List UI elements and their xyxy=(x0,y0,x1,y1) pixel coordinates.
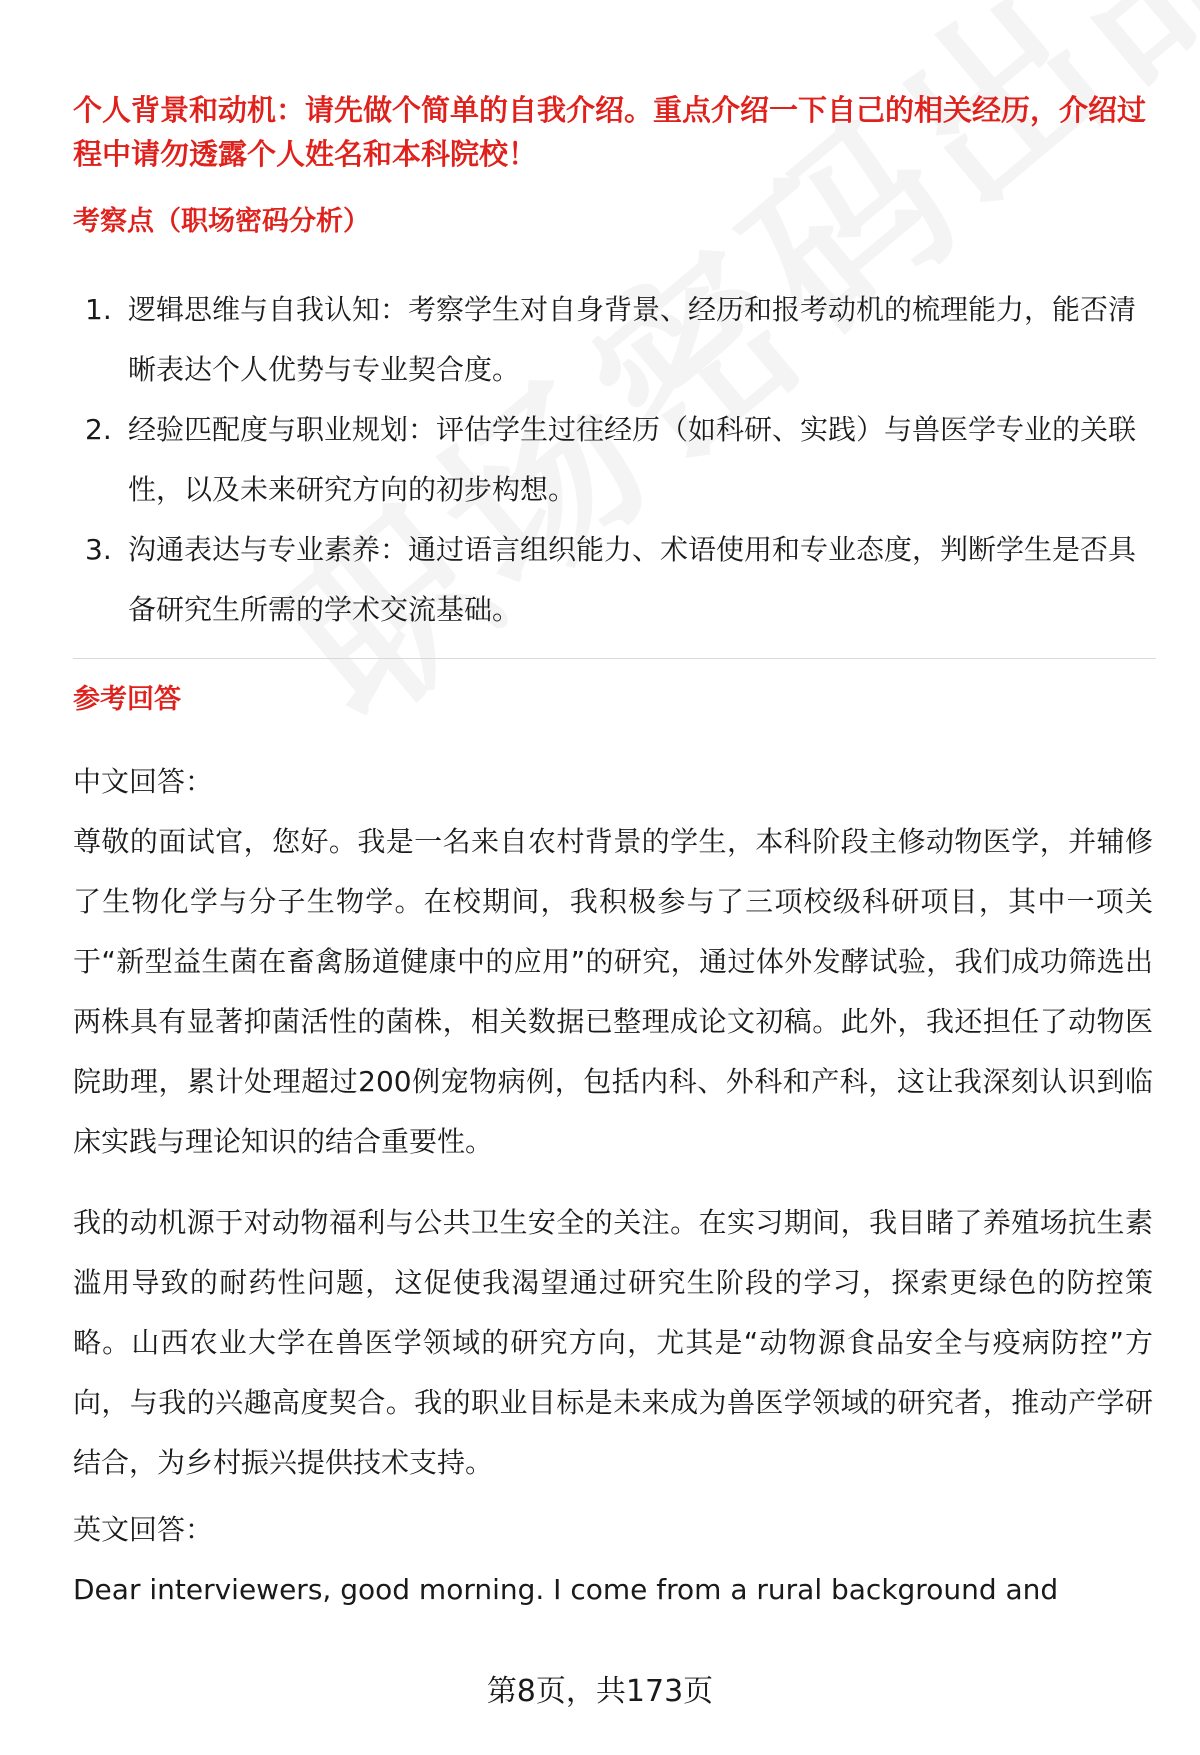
english-answer-text: Dear interviewers, good morning. I come from a rural background and xyxy=(73,1573,1059,1606)
key-point-number: 1. xyxy=(85,293,112,326)
key-point-text: 沟通表达与专业素养：通过语言组织能力、术语使用和专业态度，判断学生是否具备研究生所需的学术交流基础。 xyxy=(128,533,1137,626)
reference-answer-title: 参考回答 xyxy=(73,684,181,715)
key-point-item xyxy=(73,400,1153,520)
english-answer-label: 英文回答： xyxy=(73,1513,214,1546)
key-point-item xyxy=(73,280,1153,400)
chinese-answer-label: 中文回答： xyxy=(73,765,214,798)
key-point-text: 逻辑思维与自我认知：考察学生对自身背景、经历和报考动机的梳理能力，能否清晰表达个人优势与专业契合度。 xyxy=(128,293,1137,386)
key-points-list xyxy=(73,280,1153,640)
chinese-answer-paragraph: 尊敬的面试官，您好。我是一名来自农村背景的学生，本科阶段主修动物医学，并辅修了生物化学与分子生物学。在校期间，我积极参与了三项校级科研项目，其中一项关于“新型益生菌在畜禽肠道健康中的应用”的研究，通过体外发酵试验，我们成功筛选出两株具有显著抑菌活性的菌株，相关数据已整理成论文初稿。此外，我还担任了动物医院助理，累计处理超过200例宠物病例，包括内科、外科和产科，这让我深刻认识到临床实践与理论知识的结合重要性。 xyxy=(73,825,1153,1158)
question-heading: 个人背景和动机：请先做个简单的自我介绍。重点介绍一下自己的相关经历，介绍过程中请勿透露个人姓名和本科院校！ xyxy=(73,93,1147,171)
page-number-footer: 第8页，共173页 xyxy=(486,1674,714,1709)
section-divider xyxy=(73,658,1156,659)
key-points-title: 考察点（职场密码分析） xyxy=(73,206,370,237)
key-point-number: 3. xyxy=(85,533,112,566)
key-point-item xyxy=(73,520,1153,640)
chinese-answer-paragraph: 我的动机源于对动物福利与公共卫生安全的关注。在实习期间，我目睹了养殖场抗生素滥用导致的耐药性问题，这促使我渴望通过研究生阶段的学习，探索更绿色的防控策略。山西农业大学在兽医学领域的研究方向，尤其是“动物源食品安全与疫病防控”方向，与我的兴趣高度契合。我的职业目标是未来成为兽医学领域的研究者，推动产学研结合，为乡村振兴提供技术支持。 xyxy=(73,1206,1153,1479)
key-point-number: 2. xyxy=(85,413,112,446)
key-point-text: 经验匹配度与职业规划：评估学生过往经历（如科研、实践）与兽医学专业的关联性，以及未来研究方向的初步构想。 xyxy=(128,413,1137,506)
